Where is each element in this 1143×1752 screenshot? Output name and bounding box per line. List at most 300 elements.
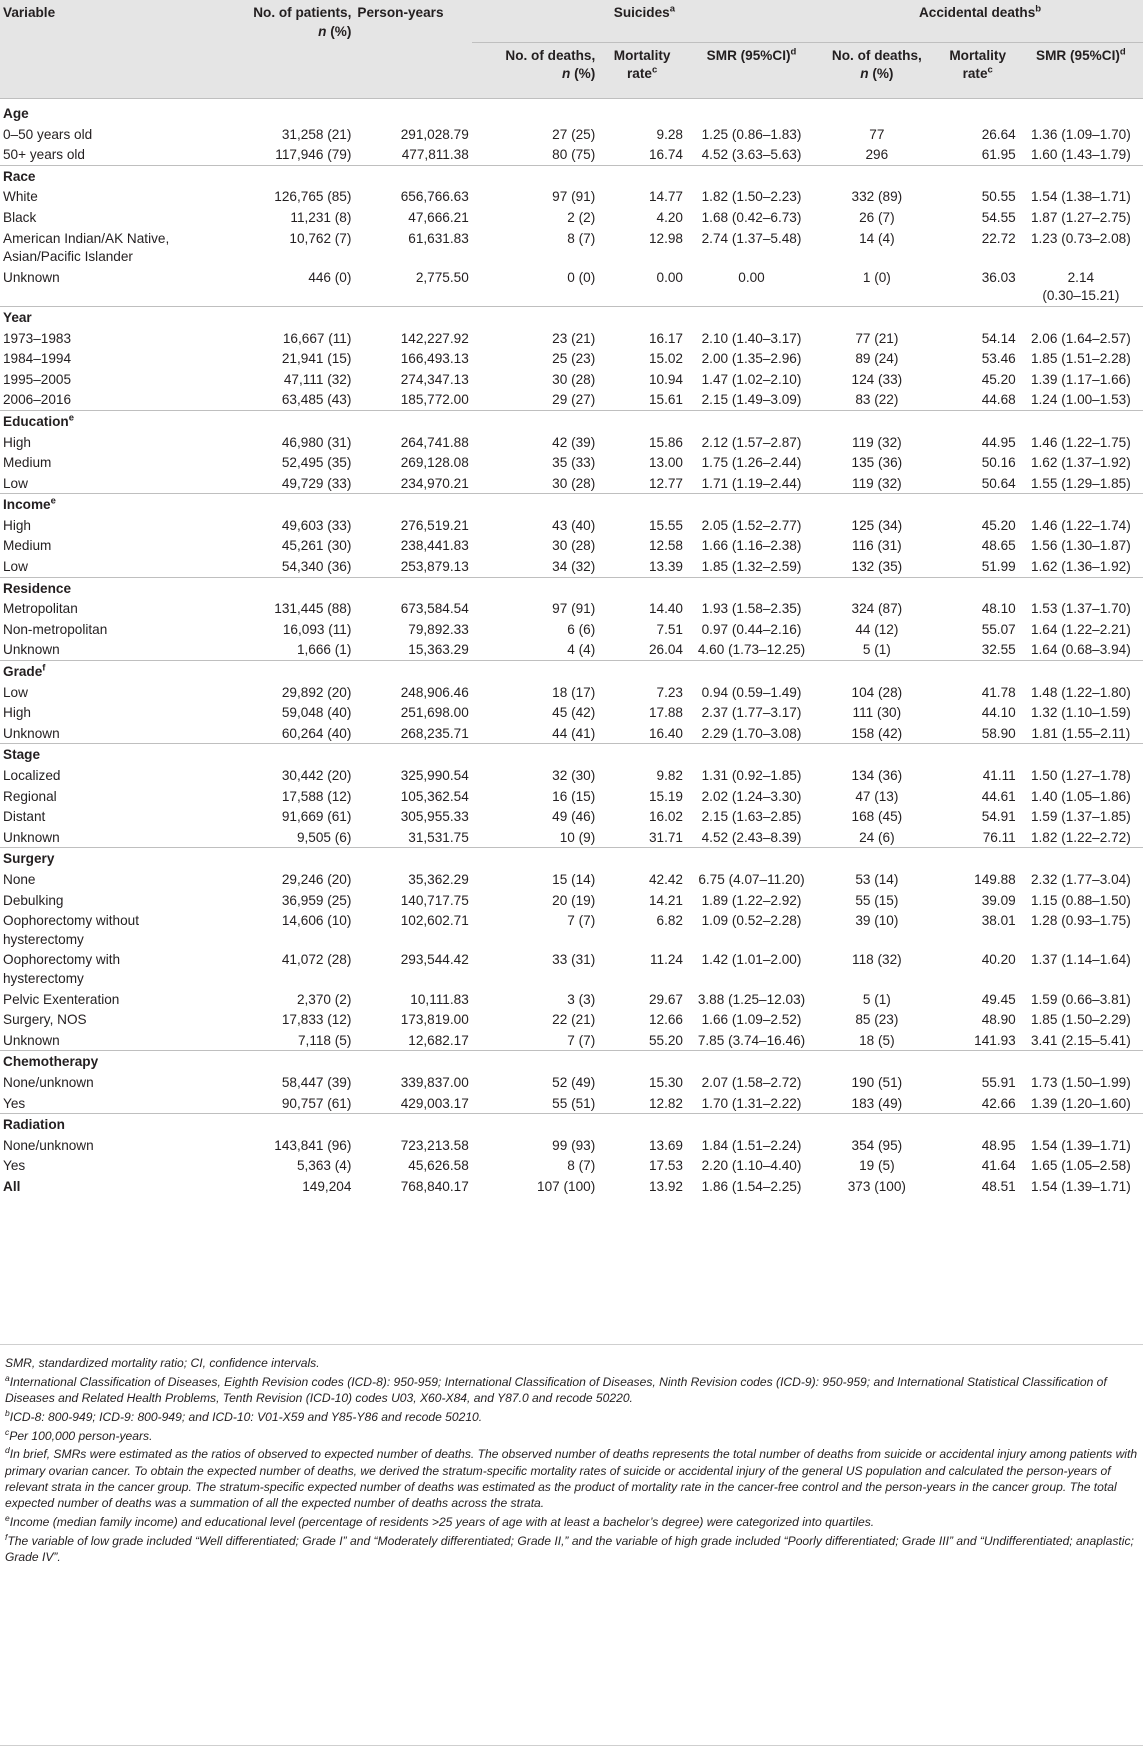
person-years-cell: 31,531.75 <box>408 829 469 845</box>
table-row <box>0 328 1143 349</box>
accidental-deaths-cell: 125 (34) <box>851 517 903 533</box>
patients-cell: 16,667 (11) <box>282 330 352 346</box>
suicide-smr-cell: 1.47 (1.02–2.10) <box>701 371 802 387</box>
suicide-deaths-cell: 22 (21) <box>552 1012 596 1028</box>
patients-cell: 29,246 (20) <box>281 871 352 887</box>
suicide-smr-cell: 1.09 (0.52–2.28) <box>701 913 802 929</box>
section-header-row <box>0 99 1143 124</box>
accidental-deaths-cell: 5 (1) <box>862 642 891 658</box>
row-label: Unknown <box>3 642 60 658</box>
accidental-smr-cell: 1.59 (1.37–1.85) <box>1030 809 1131 825</box>
section-header-row <box>0 494 1143 515</box>
table-row <box>0 556 1143 577</box>
footnote: $^d$In brief, SMRs were estimated as the ratios of observed to expected number of deaths. The observed number of deaths represents the total number of deaths from suicide or accidental injury among patients with primary ovarian cancer. To obtain the expected number of deaths, we derived the stratum-specific mortality rates of suicide or accidental injury of the general US population and calculated the person-years of relevant strata in the cancer group. The stratum-specific expected number of deaths was estimated as the product of mortality rate in the cancer-free control and the person-years in the cancer group. The total expected number of deaths was a summation of all the expected number of deaths across the strata. <box>5 1445 1138 1511</box>
suicide-deaths-cell: 25 (23) <box>552 351 596 367</box>
suicide-rate-cell: 15.61 <box>648 392 683 408</box>
accidental-smr-cell: 3.41 (2.15–5.41) <box>1030 1032 1131 1048</box>
table-body <box>0 99 1143 1201</box>
footnote: $^a$International Classification of Diseases, Eighth Revision codes (ICD-8): 950-959; International Classification of Diseases, Ninth Revision codes (ICD-9): 950-959; and International Statistical Classification of Diseases and Related Health Problems, Tenth Revision (ICD-10) codes U03, X60-X84, and Y87.0 and recode 50220. <box>5 1372 1107 1406</box>
accidental-smr-cell: 1.62 (1.37–1.92) <box>1030 455 1131 471</box>
row-label: Black <box>3 209 37 225</box>
accidental-deaths-cell: 124 (33) <box>851 371 903 387</box>
table-row <box>0 186 1143 207</box>
section-header-row <box>0 165 1143 186</box>
table-row <box>0 515 1143 536</box>
suicide-deaths-cell: 52 (49) <box>552 1074 596 1090</box>
patients-cell: 10,762 (7) <box>289 230 352 246</box>
accidental-smr-cell: 1.53 (1.37–1.70) <box>1030 601 1131 617</box>
person-years-cell: 339,837.00 <box>400 1074 469 1090</box>
person-years-cell: 15,363.29 <box>408 642 469 658</box>
accidental-rate-cell: 58.90 <box>981 725 1016 741</box>
suicide-rate-cell: 16.74 <box>648 147 683 163</box>
suicide-smr-cell: 4.52 (2.43–8.39) <box>701 829 802 845</box>
accidental-deaths-cell: 296 <box>865 147 889 163</box>
suicide-smr-cell: 2.15 (1.49–3.09) <box>701 392 802 408</box>
suicide-deaths-cell: 23 (21) <box>552 330 596 346</box>
suicide-smr-cell: 1.68 (0.42–6.73) <box>701 209 802 225</box>
patients-cell: 30,442 (20) <box>281 768 352 783</box>
footnote: $^b$ICD-8: 800-949; ICD-9: 800-949; and ICD-10: V01-X59 and Y85-Y86 and recode 50210. <box>5 1407 483 1424</box>
accidental-rate-cell: 49.45 <box>981 991 1016 1007</box>
suicide-rate-cell: 12.77 <box>648 475 683 491</box>
person-years-cell: 269,128.08 <box>400 455 469 471</box>
row-label: Pelvic Exenteration <box>3 991 120 1007</box>
header-accidental: Accidental deaths$^b$ <box>817 0 1143 42</box>
accidental-deaths-cell: 83 (22) <box>855 392 899 408</box>
table-row <box>0 267 1143 307</box>
suicide-deaths-cell: 35 (33) <box>552 455 596 471</box>
person-years-cell: 35,362.29 <box>408 871 469 887</box>
suicide-smr-cell: 2.29 (1.70–3.08) <box>701 725 802 741</box>
patients-cell: 149,204 <box>302 1178 352 1194</box>
table-row <box>0 786 1143 807</box>
patients-cell: 9,505 (6) <box>296 829 352 845</box>
table-row <box>0 910 1143 949</box>
row-label: Low <box>3 475 28 491</box>
person-years-cell: 105,362.54 <box>400 788 469 804</box>
suicide-smr-cell: 1.84 (1.51–2.24) <box>701 1137 802 1153</box>
suicide-rate-cell: 14.40 <box>648 601 683 617</box>
accidental-rate-cell: 38.01 <box>981 913 1016 929</box>
accidental-smr-cell: 1.65 (1.05–2.58) <box>1030 1158 1131 1174</box>
table-row <box>0 432 1143 453</box>
accidental-deaths-cell: 324 (87) <box>851 601 903 617</box>
accidental-deaths-cell: 134 (36) <box>851 768 903 783</box>
table-row <box>0 765 1143 786</box>
row-label: Oophorectomy without hysterectomy <box>3 913 140 947</box>
footnote: $^f$The variable of low grade included “Well differentiated; Grade I” and “Moderately differentiated; Grade II,” and the variable of high grade included “Poorly differentiated; Grade III” and “Undifferentiated; anaplastic; Grade IV”. <box>5 1531 1134 1565</box>
accidental-rate-cell: 40.20 <box>981 952 1016 968</box>
accidental-deaths-cell: 19 (5) <box>859 1158 895 1174</box>
suicide-deaths-cell: 10 (9) <box>559 829 596 845</box>
patients-cell: 90,757 (61) <box>281 1095 352 1111</box>
suicide-rate-cell: 16.17 <box>648 330 683 346</box>
accidental-deaths-cell: 104 (28) <box>851 684 903 700</box>
person-years-cell: 268,235.71 <box>400 725 469 741</box>
accidental-deaths-cell: 373 (100) <box>847 1178 906 1194</box>
row-label: Unknown <box>3 1032 60 1048</box>
accidental-rate-cell: 141.93 <box>974 1032 1016 1048</box>
row-label: White <box>3 189 38 205</box>
header-person-years: Person-years <box>354 0 471 42</box>
patients-cell: 446 (0) <box>308 269 352 285</box>
header-suicide-smr: SMR $(95\%CI)^d$ <box>686 42 817 99</box>
section-header-row <box>0 306 1143 327</box>
suicide-deaths-cell: 27 (25) <box>552 126 596 142</box>
section-title: Stage <box>0 744 1143 765</box>
header-suicide-mortality: Mortality rate$^c$ <box>598 42 686 99</box>
accidental-smr-cell: 1.46 (1.22–1.74) <box>1030 517 1131 533</box>
suicide-deaths-cell: 34 (32) <box>552 559 596 575</box>
accidental-rate-cell: 48.65 <box>981 538 1016 554</box>
patients-cell: 49,729 (33) <box>281 475 352 491</box>
accidental-deaths-cell: 39 (10) <box>855 913 899 929</box>
row-label: High <box>3 434 31 450</box>
accidental-rate-cell: 55.07 <box>981 621 1016 637</box>
suicide-smr-cell: 2.12 (1.57–2.87) <box>701 434 802 450</box>
table-row <box>0 124 1143 145</box>
suicide-deaths-cell: 29 (27) <box>552 392 596 408</box>
footnote: SMR, standardized mortality ratio; CI, confidence intervals. <box>5 1356 320 1370</box>
person-years-cell: 12,682.17 <box>408 1032 469 1048</box>
accidental-smr-cell: 1.46 (1.22–1.75) <box>1030 434 1131 450</box>
suicide-rate-cell: 15.30 <box>648 1074 683 1090</box>
accidental-rate-cell: 54.91 <box>981 809 1016 825</box>
suicide-rate-cell: 13.00 <box>648 455 683 471</box>
person-years-cell: 656,766.63 <box>400 189 469 205</box>
section-header-row <box>0 577 1143 598</box>
suicide-deaths-cell: 43 (40) <box>552 517 596 533</box>
table-row <box>0 949 1143 988</box>
suicide-rate-cell: 4.20 <box>656 209 683 225</box>
accidental-rate-cell: 48.95 <box>981 1137 1016 1153</box>
patients-cell: 11,231 (8) <box>290 209 352 225</box>
section-header-row <box>0 1051 1143 1072</box>
accidental-rate-cell: 48.51 <box>981 1178 1016 1194</box>
accidental-smr-cell: 1.40 (1.05–1.86) <box>1030 788 1131 804</box>
patients-cell: 1,666 (1) <box>296 642 352 658</box>
row-label: Metropolitan <box>3 601 78 617</box>
section-title: Education$^e$ <box>0 410 1143 431</box>
accidental-deaths-cell: 135 (36) <box>851 455 903 471</box>
suicide-rate-cell: 14.21 <box>648 892 683 908</box>
person-years-cell: 276,519.21 <box>400 517 469 533</box>
row-label: Medium <box>3 455 52 471</box>
person-years-cell: 673,584.54 <box>400 601 469 617</box>
accidental-smr-cell: 2.14 (0.30–15.21) <box>1042 269 1120 304</box>
accidental-smr-cell: 1.60 (1.43–1.79) <box>1030 147 1131 163</box>
accidental-smr-cell: 1.64 (0.68–3.94) <box>1030 642 1131 658</box>
suicide-deaths-cell: 6 (6) <box>567 621 596 637</box>
accidental-deaths-cell: 190 (51) <box>851 1074 903 1090</box>
table-row <box>0 1030 1143 1051</box>
accidental-smr-cell: 1.62 (1.36–1.92) <box>1030 559 1131 575</box>
section-title: Age <box>0 99 1143 124</box>
table-row <box>0 1072 1143 1093</box>
suicide-rate-cell: 13.39 <box>648 559 683 575</box>
suicide-deaths-cell: 30 (28) <box>552 371 596 387</box>
patients-cell: 14,606 (10) <box>281 913 352 929</box>
header-variable: Variable <box>0 0 229 42</box>
suicide-smr-cell: 2.37 (1.77–3.17) <box>701 705 802 721</box>
accidental-rate-cell: 61.95 <box>981 147 1016 163</box>
accidental-smr-cell: 1.64 (1.22–2.21) <box>1030 621 1131 637</box>
suicide-smr-cell: 1.66 (1.09–2.52) <box>701 1012 802 1028</box>
suicide-smr-cell: 1.86 (1.54–2.25) <box>701 1178 802 1194</box>
suicide-rate-cell: 0.00 <box>656 269 683 285</box>
accidental-smr-cell: 1.24 (1.00–1.53) <box>1030 392 1131 408</box>
person-years-cell: 140,717.75 <box>400 892 469 908</box>
suicide-smr-cell: 1.66 (1.16–2.38) <box>701 538 802 554</box>
suicide-deaths-cell: 55 (51) <box>552 1095 596 1111</box>
suicide-deaths-cell: 8 (7) <box>567 230 596 246</box>
accidental-smr-cell: 1.56 (1.30–1.87) <box>1030 538 1131 554</box>
accidental-deaths-cell: 85 (23) <box>855 1012 899 1028</box>
suicide-smr-cell: 1.31 (0.92–1.85) <box>701 768 802 783</box>
accidental-rate-cell: 50.64 <box>981 475 1016 491</box>
suicide-deaths-cell: 45 (42) <box>552 705 596 721</box>
row-label: American Indian/AK Native, Asian/Pacific Islander <box>3 230 170 265</box>
accidental-smr-cell: 1.48 (1.22–1.80) <box>1030 684 1131 700</box>
suicide-smr-cell: 1.25 (0.86–1.83) <box>701 126 802 142</box>
footnote: $^e$Income (median family income) and educational level (percentage of residents >25 years of age with at least a bachelor’s degree) were categorized into quartiles. <box>5 1513 875 1530</box>
section-title: Grade$^f$ <box>0 661 1143 682</box>
accidental-rate-cell: 149.88 <box>974 871 1016 887</box>
accidental-rate-cell: 45.20 <box>981 517 1016 533</box>
suicide-deaths-cell: 97 (91) <box>552 189 596 205</box>
person-years-cell: 253,879.13 <box>400 559 469 575</box>
accidental-smr-cell: 2.06 (1.64–2.57) <box>1030 330 1131 346</box>
patients-cell: 21,941 (15) <box>281 351 352 367</box>
accidental-deaths-cell: 77 <box>869 126 885 142</box>
header-patients: No. of patients, n (%) <box>229 0 354 42</box>
suicide-deaths-cell: 107 (100) <box>537 1178 596 1194</box>
accidental-deaths-cell: 24 (6) <box>859 829 895 845</box>
row-label: Localized <box>3 768 61 783</box>
accidental-rate-cell: 48.90 <box>981 1012 1016 1028</box>
suicide-smr-cell: 1.82 (1.50–2.23) <box>701 189 802 205</box>
suicide-smr-cell: 1.93 (1.58–2.35) <box>701 601 802 617</box>
accidental-deaths-cell: 332 (89) <box>851 189 903 205</box>
header-accidental-deaths: No. of deaths, n (%) <box>817 42 937 99</box>
patients-cell: 17,588 (12) <box>281 788 352 804</box>
row-label: Unknown <box>3 725 60 741</box>
table-row <box>0 348 1143 369</box>
accidental-deaths-cell: 1 (0) <box>862 269 891 285</box>
row-label: Distant <box>3 809 46 825</box>
patients-cell: 2,370 (2) <box>296 991 352 1007</box>
patients-cell: 58,447 (39) <box>281 1074 352 1090</box>
person-years-cell: 477,811.38 <box>401 147 469 163</box>
person-years-cell: 248,906.46 <box>400 684 469 700</box>
section-header-row <box>0 744 1143 765</box>
suicide-deaths-cell: 44 (41) <box>552 725 596 741</box>
suicide-smr-cell: 4.60 (1.73–12.25) <box>697 642 806 658</box>
accidental-rate-cell: 26.64 <box>981 126 1016 142</box>
row-label: Surgery, NOS <box>3 1012 87 1028</box>
suicide-smr-cell: 0.97 (0.44–2.16) <box>701 621 802 637</box>
patients-cell: 52,495 (35) <box>281 455 352 471</box>
accidental-rate-cell: 53.46 <box>981 351 1016 367</box>
suicide-deaths-cell: 18 (17) <box>552 684 596 700</box>
table-row <box>0 144 1143 165</box>
suicide-deaths-cell: 2 (2) <box>567 209 596 225</box>
table-row <box>0 1093 1143 1114</box>
suicide-rate-cell: 26.04 <box>648 642 683 658</box>
section-header-row <box>0 848 1143 869</box>
person-years-cell: 61,631.83 <box>408 230 469 246</box>
row-label: 2006–2016 <box>3 392 72 408</box>
row-label: Regional <box>3 788 57 804</box>
accidental-rate-cell: 45.20 <box>981 371 1016 387</box>
accidental-deaths-cell: 55 (15) <box>855 892 899 908</box>
row-label: Low <box>3 684 28 700</box>
patients-cell: 29,892 (20) <box>281 684 352 700</box>
accidental-deaths-cell: 14 (4) <box>859 230 895 246</box>
suicide-smr-cell: 1.75 (1.26–2.44) <box>701 455 802 471</box>
table-row <box>0 228 1143 267</box>
suicide-rate-cell: 31.71 <box>648 829 683 845</box>
patients-cell: 63,485 (43) <box>281 392 352 408</box>
header-suicide-deaths: No. of deaths, n (%) <box>472 42 598 99</box>
suicide-rate-cell: 55.20 <box>648 1032 683 1048</box>
suicide-rate-cell: 12.58 <box>648 538 683 554</box>
suicide-deaths-cell: 33 (31) <box>552 952 596 968</box>
person-years-cell: 166,493.13 <box>400 351 469 367</box>
row-label: None/unknown <box>3 1137 94 1153</box>
person-years-cell: 102,602.71 <box>400 913 469 929</box>
suicide-rate-cell: 16.40 <box>648 725 683 741</box>
accidental-smr-cell: 1.81 (1.55–2.11) <box>1031 725 1131 741</box>
suicide-deaths-cell: 30 (28) <box>552 475 596 491</box>
accidental-rate-cell: 41.78 <box>981 684 1016 700</box>
suicide-rate-cell: 12.98 <box>648 230 683 246</box>
table-row <box>0 535 1143 556</box>
accidental-deaths-cell: 18 (5) <box>859 1032 895 1048</box>
row-label: 1995–2005 <box>3 371 72 387</box>
accidental-deaths-cell: 118 (32) <box>852 952 902 968</box>
patients-cell: 16,093 (11) <box>282 621 352 637</box>
row-label: Unknown <box>3 269 60 285</box>
suicide-rate-cell: 13.69 <box>648 1137 683 1153</box>
accidental-smr-cell: 1.37 (1.14–1.64) <box>1030 952 1131 968</box>
suicide-rate-cell: 15.55 <box>648 517 683 533</box>
table-row <box>0 473 1143 494</box>
suicide-rate-cell: 11.24 <box>649 952 683 968</box>
accidental-deaths-cell: 77 (21) <box>855 330 899 346</box>
section-header-row <box>0 410 1143 431</box>
row-label: 1973–1983 <box>3 330 72 346</box>
accidental-rate-cell: 50.55 <box>981 189 1016 205</box>
person-years-cell: 47,666.21 <box>408 209 469 225</box>
accidental-rate-cell: 42.66 <box>981 1095 1016 1111</box>
row-label: High <box>3 517 31 533</box>
patients-cell: 54,340 (36) <box>281 559 352 575</box>
table-footnotes <box>5 1355 1139 1568</box>
patients-cell: 131,445 (88) <box>274 601 352 617</box>
suicide-smr-cell: 2.10 (1.40–3.17) <box>701 330 802 346</box>
patients-cell: 46,980 (31) <box>281 434 352 450</box>
accidental-deaths-cell: 119 (32) <box>852 434 902 450</box>
all-row <box>0 1176 1143 1201</box>
suicide-rate-cell: 9.82 <box>656 768 683 783</box>
table-row <box>0 452 1143 473</box>
accidental-rate-cell: 51.99 <box>981 559 1016 575</box>
accidental-rate-cell: 54.14 <box>981 330 1016 346</box>
suicide-smr-cell: 2.74 (1.37–5.48) <box>701 230 802 246</box>
patients-cell: 17,833 (12) <box>281 1012 352 1028</box>
suicide-smr-cell: 2.02 (1.24–3.30) <box>701 788 802 804</box>
suicide-deaths-cell: 16 (15) <box>552 788 596 804</box>
accidental-deaths-cell: 116 (31) <box>852 538 902 554</box>
suicide-deaths-cell: 97 (91) <box>552 601 596 617</box>
header-accidental-smr: SMR $(95\%CI)^d$ <box>1019 42 1143 99</box>
section-header-row <box>0 661 1143 682</box>
suicide-smr-cell: 2.20 (1.10–4.40) <box>701 1158 802 1174</box>
row-label: Yes <box>3 1095 26 1111</box>
suicide-rate-cell: 15.19 <box>648 788 683 804</box>
row-label: Debulking <box>3 892 64 908</box>
suicide-deaths-cell: 80 (75) <box>552 147 596 163</box>
accidental-rate-cell: 54.55 <box>981 209 1016 225</box>
person-years-cell: 10,111.83 <box>410 991 469 1007</box>
patients-cell: 91,669 (61) <box>281 809 352 825</box>
accidental-rate-cell: 76.11 <box>982 829 1016 845</box>
accidental-smr-cell: 1.87 (1.27–2.75) <box>1030 209 1131 225</box>
person-years-cell: 264,741.88 <box>400 434 469 450</box>
row-label: None/unknown <box>3 1074 94 1090</box>
person-years-cell: 305,955.33 <box>400 809 469 825</box>
accidental-smr-cell: 1.55 (1.29–1.85) <box>1030 475 1131 491</box>
section-header-row <box>0 1114 1143 1135</box>
footnote: $^c$Per 100,000 person-years. <box>5 1426 153 1443</box>
accidental-rate-cell: 44.61 <box>981 788 1016 804</box>
suicide-smr-cell: 1.70 (1.31–2.22) <box>701 1095 802 1111</box>
header-suicides: Suicides$^a$ <box>472 0 817 42</box>
patients-cell: 117,946 (79) <box>275 147 352 163</box>
suicide-deaths-cell: 99 (93) <box>552 1137 596 1153</box>
table-row <box>0 890 1143 911</box>
table-row <box>0 989 1143 1010</box>
table-row <box>0 1009 1143 1030</box>
suicide-smr-cell: 2.05 (1.52–2.77) <box>701 517 802 533</box>
suicide-deaths-cell: 15 (14) <box>552 871 596 887</box>
accidental-rate-cell: 44.68 <box>981 392 1016 408</box>
accidental-rate-cell: 48.10 <box>981 601 1016 617</box>
accidental-smr-cell: 2.32 (1.77–3.04) <box>1030 871 1131 887</box>
suicide-rate-cell: 10.94 <box>648 371 683 387</box>
suicide-deaths-cell: 4 (4) <box>567 642 596 658</box>
header-accidental-mortality: Mortality rate$^c$ <box>937 42 1019 99</box>
accidental-smr-cell: 1.54 (1.38–1.71) <box>1030 189 1131 205</box>
suicide-rate-cell: 16.02 <box>648 809 683 825</box>
person-years-cell: 234,970.21 <box>400 475 469 491</box>
row-label: Yes <box>3 1158 26 1174</box>
patients-cell: 47,111 (32) <box>283 371 352 387</box>
accidental-deaths-cell: 5 (1) <box>862 991 891 1007</box>
accidental-deaths-cell: 119 (32) <box>852 475 902 491</box>
suicide-rate-cell: 13.92 <box>648 1178 683 1194</box>
person-years-cell: 185,772.00 <box>400 392 469 408</box>
accidental-rate-cell: 22.72 <box>981 230 1016 246</box>
person-years-cell: 293,544.42 <box>400 952 469 968</box>
bottom-rule <box>0 1745 1143 1746</box>
accidental-rate-cell: 41.11 <box>982 768 1016 783</box>
accidental-smr-cell: 1.32 (1.10–1.59) <box>1030 705 1131 721</box>
row-label: Oophorectomy with hysterectomy <box>3 952 121 986</box>
accidental-smr-cell: 1.36 (1.09–1.70) <box>1030 126 1131 142</box>
